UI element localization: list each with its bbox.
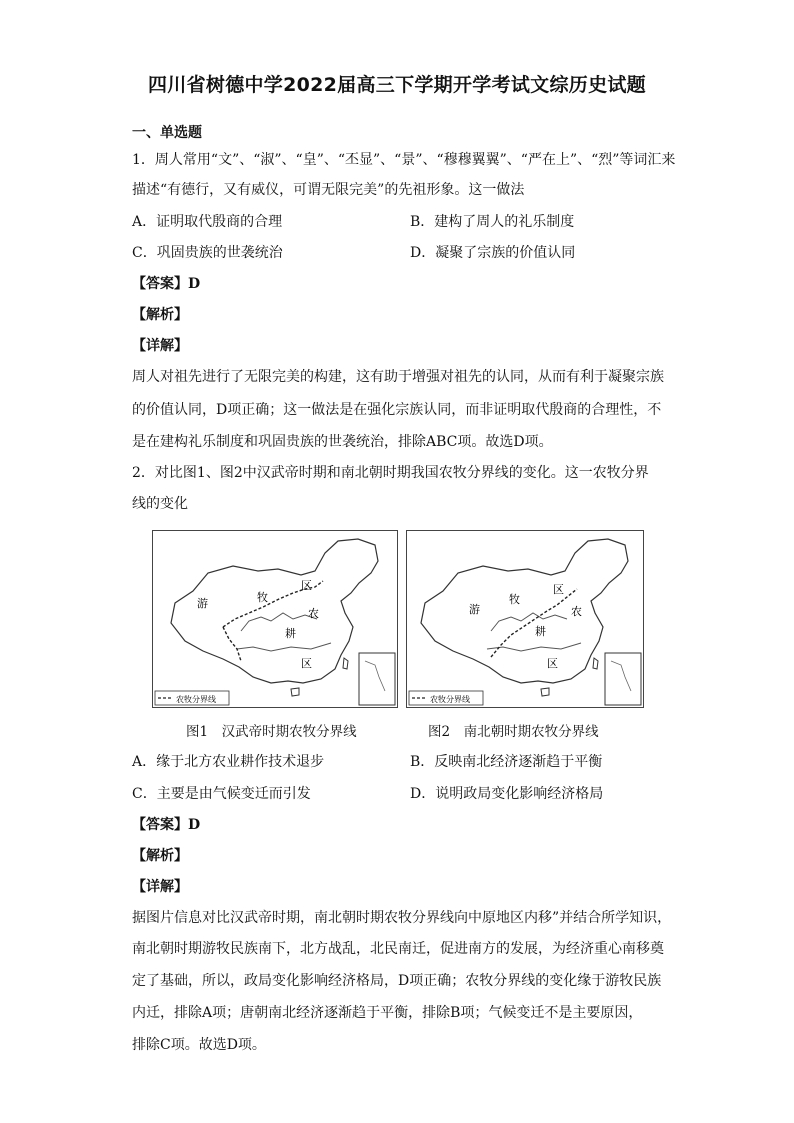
- q2-answer: 【答案】D: [132, 817, 201, 833]
- inset-south-china-sea: [359, 653, 395, 705]
- q2-stem-line2: 线的变化: [132, 496, 188, 512]
- q2-option-d: D．说明政局变化影响经济格局: [410, 786, 604, 802]
- map-label: 区: [553, 583, 564, 596]
- q2-detail-label: 【详解】: [132, 879, 188, 895]
- q1-option-a: A．证明取代殷商的合理: [132, 214, 283, 230]
- legend-label: 农牧分界线: [176, 695, 216, 704]
- map-label: 耕: [535, 625, 546, 638]
- q2-option-a: A．缘于北方农业耕作技术退步: [132, 754, 325, 770]
- taiwan-island: [593, 658, 598, 669]
- q2-explanation-line4: 内迁，排除A项；唐朝南北经济逐渐趋于平衡，排除B项；气候变迁不是主要原因，: [132, 1005, 643, 1021]
- map-label: 农: [308, 607, 319, 620]
- q2-explanation-line3: 定了基础，所以，政局变化影响经济格局，D项正确；农牧分界线的变化缘于游牧民族: [132, 973, 662, 989]
- q2-analysis-label: 【解析】: [132, 848, 188, 864]
- q1-explanation-line1: 周人对祖先进行了无限完美的构建，这有助于增强对祖先的认同，从而有利于凝聚宗族: [132, 369, 664, 385]
- q1-option-d: D．凝聚了宗族的价值认同: [410, 245, 576, 261]
- q1-option-c: C．巩固贵族的世袭统治: [132, 245, 283, 261]
- q2-option-b: B．反映南北经济逐渐趋于平衡: [410, 754, 603, 770]
- map-label: 牧: [509, 593, 520, 606]
- inset-south-china-sea: [605, 653, 641, 705]
- figure-2-map: [406, 530, 644, 708]
- q1-explanation-line2: 的价值认同，D项正确；这一做法是在强化宗族认同，而非证明取代殷商的合理性，不: [132, 402, 662, 418]
- yangtze-river: [237, 643, 331, 651]
- map-label: 牧: [257, 591, 268, 604]
- yellow-river: [241, 613, 317, 631]
- q2-explanation-line5: 排除C项。故选D项。: [132, 1037, 266, 1053]
- yellow-river: [491, 613, 567, 631]
- boundary-line-fig1-south: [223, 627, 241, 661]
- hainan-island: [541, 688, 549, 696]
- map-label: 游: [469, 603, 480, 616]
- china-map-fig2: [407, 531, 643, 707]
- taiwan-island: [343, 658, 348, 669]
- q1-option-b: B．建构了周人的礼乐制度: [410, 214, 575, 230]
- map-label: 区: [301, 579, 312, 592]
- q1-detail-label: 【详解】: [132, 338, 188, 354]
- map-label: 耕: [285, 627, 296, 640]
- hainan-island: [291, 688, 299, 696]
- china-map-fig1: [153, 531, 397, 707]
- map-label: 农: [571, 605, 582, 618]
- q2-stem-line1: 2．对比图1、图2中汉武帝时期和南北朝时期我国农牧分界线的变化。这一农牧分界: [132, 465, 649, 481]
- q1-explanation-line3: 是在建构礼乐制度和巩固贵族的世袭统治，排除ABC项。故选D项。: [132, 434, 553, 450]
- q2-option-c: C．主要是由气候变迁而引发: [132, 786, 311, 802]
- legend-label: 农牧分界线: [430, 695, 470, 704]
- figure-2-caption: 图2 南北朝时期农牧分界线: [428, 724, 599, 740]
- q1-analysis-label: 【解析】: [132, 307, 188, 323]
- map-label: 游: [197, 597, 208, 610]
- figure-1-map: [152, 530, 398, 708]
- q1-answer: 【答案】D: [132, 276, 201, 292]
- q2-explanation-line1: 据图片信息对比汉武帝时期，南北朝时期农牧分界线向中原地区内移”并结合所学知识，: [132, 910, 672, 926]
- figure-1-caption: 图1 汉武帝时期农牧分界线: [186, 724, 357, 740]
- china-outline: [171, 539, 378, 683]
- section-heading: 一、单选题: [132, 125, 202, 141]
- q1-stem-line2: 描述“有德行，又有威仪，可谓无限完美”的先祖形象。这一做法: [132, 182, 525, 198]
- page-title: 四川省树德中学2022届高三下学期开学考试文综历史试题: [148, 74, 646, 96]
- china-outline: [421, 539, 628, 683]
- map-label: 区: [547, 657, 558, 670]
- q2-explanation-line2: 南北朝时期游牧民族南下，北方战乱，北民南迁，促进南方的发展，为经济重心南移奠: [132, 941, 664, 957]
- map-label: 区: [301, 657, 312, 670]
- q1-stem-line1: 1．周人常用“文”、“淑”、“皇”、“丕显”、“景”、“穆穆翼翼”、“严在上”、“烈”等词汇来: [132, 152, 676, 168]
